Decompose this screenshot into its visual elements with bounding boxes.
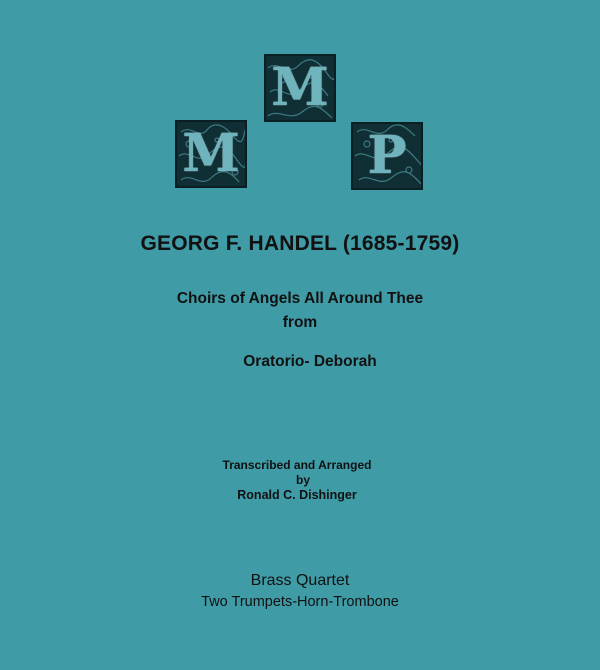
ensemble-instruments: Two Trumpets-Horn-Trombone [201, 594, 399, 610]
publisher-logo-p-right [351, 122, 423, 190]
logo-letter-right: P [367, 125, 407, 186]
logo-letter-left: M [182, 123, 240, 184]
publisher-logo-m-left [175, 120, 247, 188]
publisher-logo-m-center [264, 54, 336, 122]
logo-letter-center: M [271, 57, 329, 118]
arranger-name: Ronald C. Dishinger [237, 488, 357, 502]
work-title: Choirs of Angels All Around Thee [176, 290, 424, 307]
arranger-by-label: by [295, 473, 310, 487]
ensemble-name: Brass Quartet [250, 572, 350, 589]
work-source: Oratorio- Deborah [243, 353, 377, 370]
work-from-label: from [282, 314, 318, 331]
arranger-credit-line: Transcribed and Arranged [222, 458, 372, 472]
composer-title: GEORG F. HANDEL (1685-1759) [140, 232, 460, 255]
